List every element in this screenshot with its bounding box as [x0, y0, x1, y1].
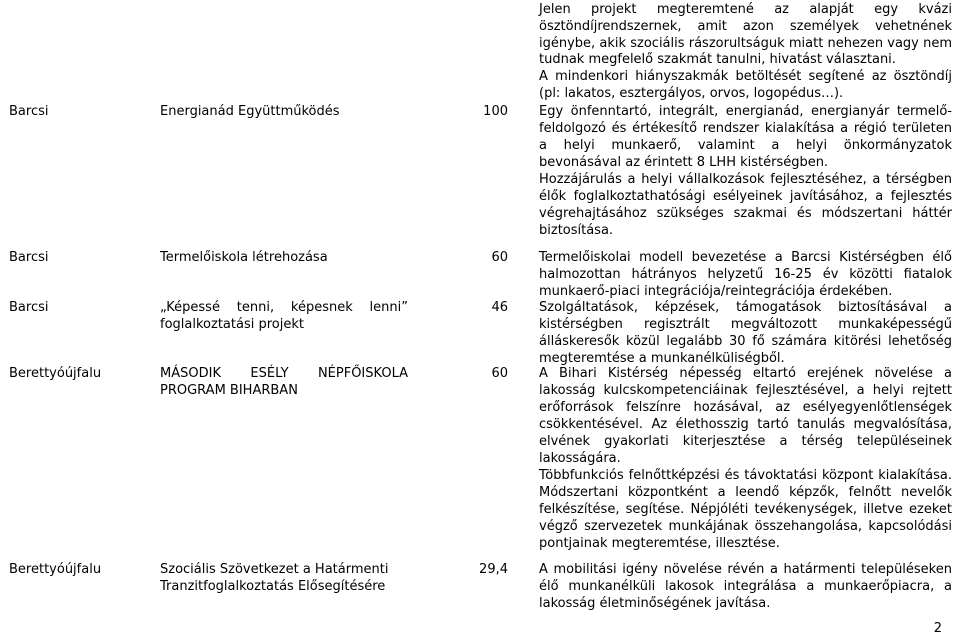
location-cell: Barcsi — [9, 104, 49, 119]
project-name-cell: MÁSODIK ESÉLY NÉPFŐISKOLA PROGRAM BIHARBAN — [160, 366, 408, 398]
amount-cell: 60 — [491, 366, 508, 381]
location-cell: Barcsi — [9, 250, 49, 265]
description-paragraph: Hozzájárulás a helyi vállalkozások fejlesztéséhez, a térségben élők foglalkoztathatósági esélyeinek javításához, a fejlesztés végrehajtásához szükséges szakmai és módszertani háttér biztosítása. — [539, 172, 952, 238]
amount-cell: 100 — [483, 104, 508, 119]
project-name-cell: Termelőiskola létrehozása — [160, 250, 328, 265]
description-paragraph: Termelőiskolai modell bevezetése a Barcsi Kistérségben élő halmozottan hátrányos helyzetű 16-25 év közötti fiatalok munkaerő-piaci integrációja/reintegrációja érdekében. — [539, 250, 952, 299]
description-cell — [539, 299, 952, 367]
description-paragraph: A mindenkori hiányszakmák betöltését segítené az ösztöndíj (pl: lakatos, esztergályos, orvos, logopédus…). — [539, 69, 952, 101]
location-cell: Berettyóújfalu — [9, 366, 102, 381]
description-cell — [539, 249, 952, 300]
description-paragraph: Többfunkciós felnőttképzési és távoktatási központ kialakítása. Módszertani központként a leendő képzők, felnőtt nevelők felkészítése, segítése. Népjóléti tevékenységek, illetve ezeket végző szervezetek munkájának összehangolása, kapcsolódási pontjainak megteremtése, illesztése. — [539, 468, 952, 551]
continued-description — [539, 2, 952, 103]
description-paragraph: Szolgáltatások, képzések, támogatások biztosításával a kistérségben regisztrált megváltozott munkaképességű álláskeresők közül legalább 30 fő számára kitörési lehetőség megteremtése a munkanélküliségből. — [539, 300, 952, 366]
project-name-cell: „Képessé tenni, képesnek lenni” foglalkoztatási projekt — [160, 300, 408, 332]
amount-cell: 60 — [491, 250, 508, 265]
page-number: 2 — [933, 621, 942, 636]
location-cell: Berettyóújfalu — [9, 562, 102, 577]
amount-cell: 29,4 — [479, 562, 508, 577]
project-name-cell: Energianád Együttműködés — [160, 104, 340, 119]
description-cell — [539, 103, 952, 239]
description-paragraph: Jelen projekt megteremtené az alapját egy kvázi ösztöndíjrendszernek, amit azon személyek vehetnének igénybe, akik szociális rászorultságuk miatt nehezen vagy nem tudnak megfelelő szakmát tanulni, hivatást választani. — [539, 2, 952, 68]
description-cell — [539, 365, 952, 552]
description-paragraph: A Bihari Kistérség népesség eltartó erejének növelése a lakosság kulcskompetenciáinak fejlesztésével, a helyi rejtett erőforrások felszínre hozásával, az esélyegyenlőtlenségek csökkentésével. Az élethosszig tartó tanulás megvalósítása, elvének gyakorlati kiterjesztése a térség településeinek lakosságára. — [539, 366, 952, 466]
description-paragraph: Egy önfenntartó, integrált, energianád, energianyár termelő-feldolgozó és értékesítő rendszer kialakítása a régió területen a helyi munkaerő, valamint a helyi önkormányzatok bevonásával az érintett 8 LHH kistérségben. — [539, 104, 952, 170]
description-paragraph: A mobilitási igény növelése révén a határmenti településeken élő munkanélküli lakosok integrálása a munkaerőpiacra, a lakosság életminőségének javítása. — [539, 562, 952, 611]
amount-cell: 46 — [491, 300, 508, 315]
description-cell — [539, 561, 952, 612]
location-cell: Barcsi — [9, 300, 49, 315]
project-name-cell: Szociális Szövetkezet a Határmenti Tranzitfoglalkoztatás Elősegítésére — [160, 562, 389, 594]
